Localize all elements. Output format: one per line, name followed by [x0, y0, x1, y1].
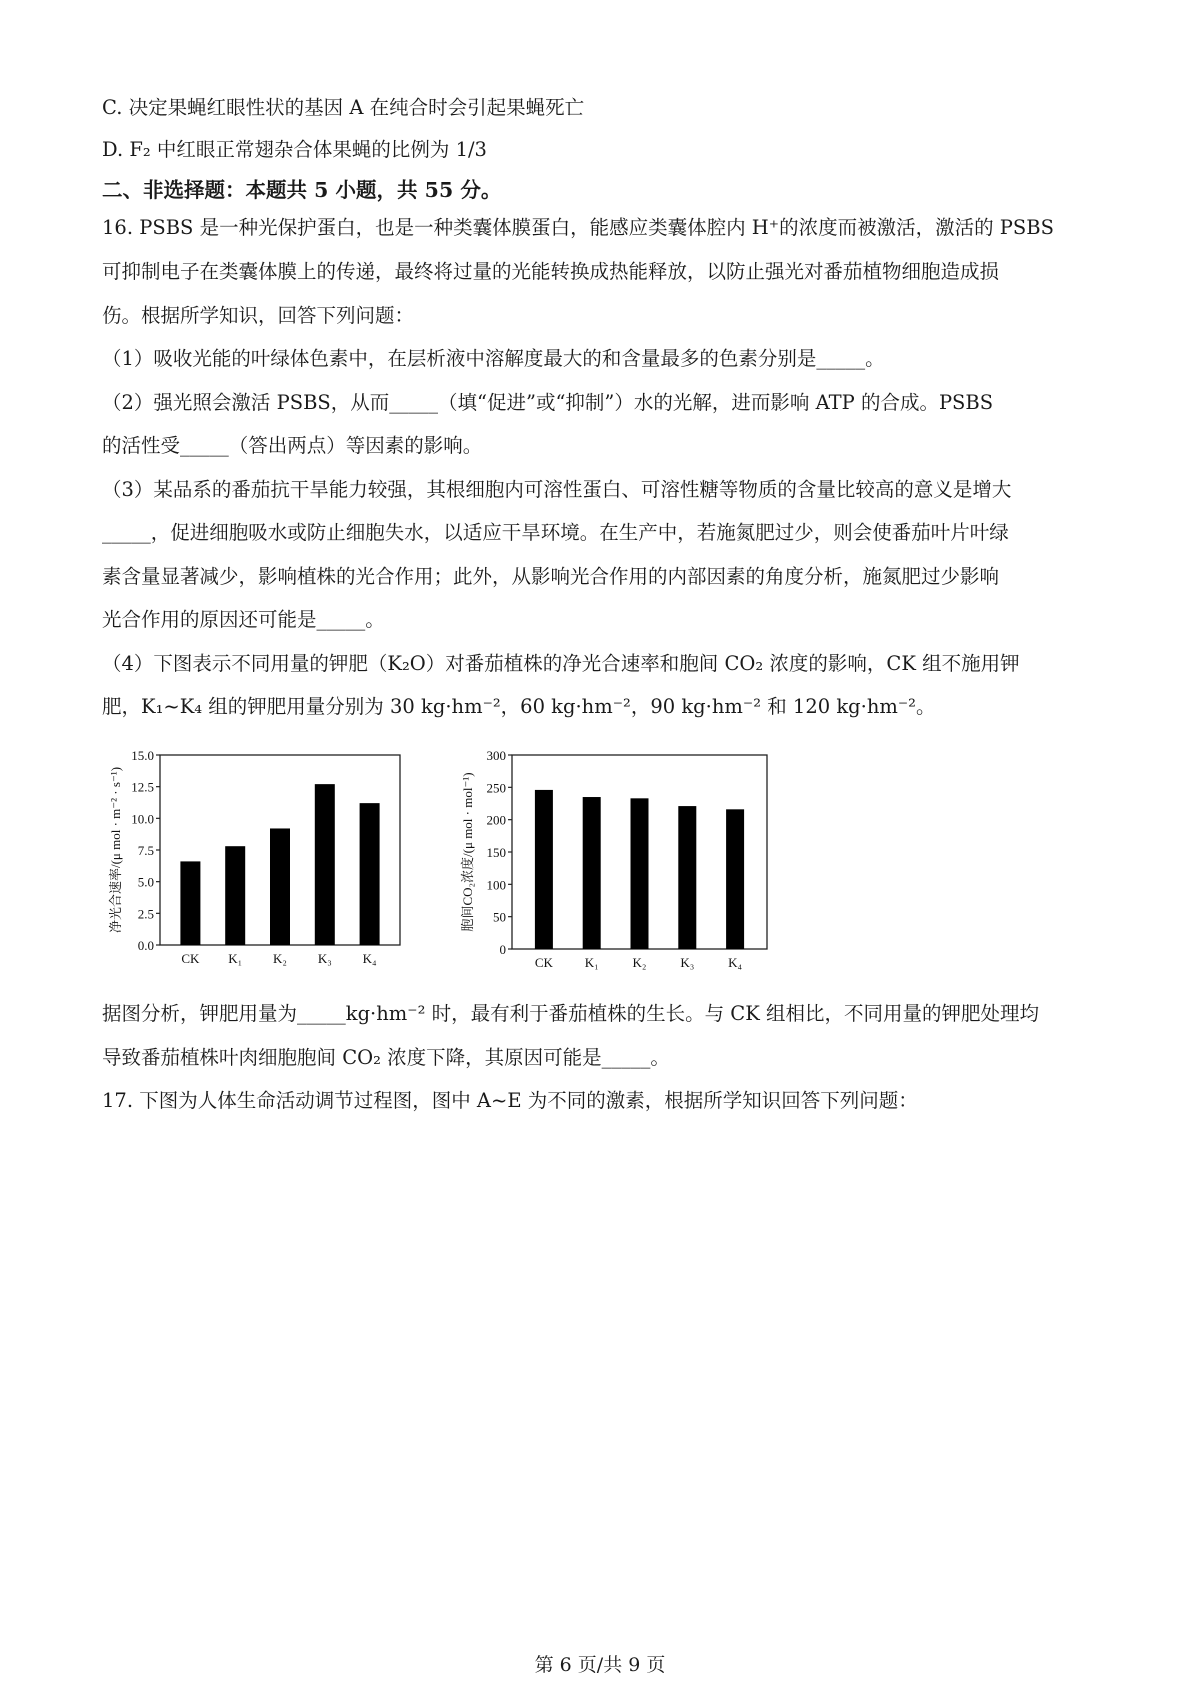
- y-axis-label: 胞间CO₂浓度/(μ mol · mol⁻¹): [460, 772, 475, 932]
- x-tick-label: K₁: [584, 955, 599, 970]
- bar-3: [678, 806, 696, 949]
- bar-1: [225, 846, 245, 945]
- x-tick-label: K₄: [362, 951, 377, 966]
- section-heading: 二、非选择题：本题共 5 小题，共 55 分。: [102, 178, 502, 202]
- x-tick-label: CK: [181, 951, 200, 966]
- q16-part2-line2: 的活性受_____（答出两点）等因素的影响。: [102, 434, 483, 457]
- y-tick-label: 15.0: [131, 748, 154, 763]
- x-tick-label: K₄: [728, 955, 743, 970]
- bar-4: [360, 803, 380, 945]
- q16-part3-line3: 素含量显著减少，影响植株的光合作用；此外，从影响光合作用的内部因素的角度分析，施氮肥过少影响: [102, 565, 1000, 588]
- bar-0: [535, 790, 553, 949]
- x-tick-label: CK: [534, 955, 553, 970]
- y-tick-label: 50: [493, 909, 506, 925]
- y-tick-label: 7.5: [137, 843, 154, 858]
- q16-part4-line1: （4）下图表示不同用量的钾肥（K₂O）对番茄植株的净光合速率和胞间 CO₂ 浓度的影响，CK 组不施用钾: [102, 652, 1020, 675]
- bar-2: [631, 798, 649, 949]
- x-tick-label: K₂: [632, 955, 647, 970]
- q16-stem-line1: 16. PSBS 是一种光保护蛋白，也是一种类囊体膜蛋白，能感应类囊体腔内 H⁺的浓度而被激活，激活的 PSBS: [102, 216, 1054, 239]
- y-tick-label: 200: [486, 812, 506, 828]
- y-tick-label: 100: [486, 877, 506, 893]
- y-tick-label: 150: [486, 845, 506, 860]
- q16-part4-line4: 导致番茄植株叶肉细胞胞间 CO₂ 浓度下降，其原因可能是_____。: [102, 1046, 670, 1069]
- y-tick-label: 0: [499, 942, 506, 957]
- y-tick-label: 12.5: [131, 779, 154, 795]
- x-tick-label: K₂: [273, 951, 287, 966]
- q16-part3-line1: （3）某品系的番茄抗干旱能力较强，其根细胞内可溶性蛋白、可溶性糖等物质的含量比较高的意义是增大: [102, 478, 1012, 501]
- bar-0: [180, 861, 200, 945]
- y-tick-label: 10.0: [131, 811, 154, 827]
- x-tick-label: K₁: [228, 951, 243, 966]
- option-c: C. 决定果蝇红眼性状的基因 A 在纯合时会引起果蝇死亡: [102, 96, 585, 119]
- q16-part2-line1: （2）强光照会激活 PSBS，从而_____（填“促进”或“抑制”）水的光解，进而影响 ATP 的合成。PSBS: [102, 391, 994, 414]
- y-tick-label: 0.0: [137, 938, 154, 953]
- y-tick-label: 250: [486, 780, 506, 796]
- q16-part3-line4: 光合作用的原因还可能是_____。: [102, 608, 385, 631]
- q16-part4-line2: 肥，K₁~K₄ 组的钾肥用量分别为 30 kg·hm⁻²，60 kg·hm⁻²，90 kg·hm⁻² 和 120 kg·hm⁻²。: [102, 695, 936, 718]
- bar-2: [270, 828, 290, 945]
- x-tick-label: K₃: [317, 951, 332, 966]
- q17-stem: 17. 下图为人体生命活动调节过程图，图中 A~E 为不同的激素，根据所学知识回答下列问题：: [102, 1089, 918, 1112]
- bar-1: [583, 797, 601, 949]
- intercellular-co2-chart: [455, 735, 785, 980]
- q16-part3-line2: _____，促进细胞吸水或防止细胞失水，以适应干旱环境。在生产中，若施氮肥过少，则会使番茄叶片叶绿: [102, 521, 1009, 544]
- q16-stem-line3: 伤。根据所学知识，回答下列问题：: [102, 304, 415, 327]
- y-tick-label: 5.0: [137, 874, 154, 890]
- q16-stem-line2: 可抑制电子在类囊体膜上的传递，最终将过量的光能转换成热能释放，以防止强光对番茄植物细胞造成损: [102, 260, 1000, 283]
- option-d: D. F₂ 中红眼正常翅杂合体果蝇的比例为 1/3: [102, 138, 487, 161]
- bar-4: [726, 809, 744, 949]
- y-tick-label: 2.5: [137, 906, 154, 922]
- x-tick-label: K₃: [680, 955, 695, 970]
- y-axis-label: 净光合速率/(μ mol · m⁻² · s⁻¹): [108, 766, 123, 934]
- y-tick-label: 300: [486, 748, 506, 763]
- bar-3: [315, 784, 335, 945]
- page-footer: 第 6 页/共 9 页: [534, 1654, 666, 1676]
- q16-part1: （1）吸收光能的叶绿体色素中，在层析液中溶解度最大的和含量最多的色素分别是_____。: [102, 347, 885, 370]
- q16-part4-line3: 据图分析，钾肥用量为_____kg·hm⁻² 时，最有利于番茄植株的生长。与 CK 组相比，不同用量的钾肥处理均: [102, 1002, 1039, 1025]
- net-photosynthesis-chart: [100, 735, 420, 980]
